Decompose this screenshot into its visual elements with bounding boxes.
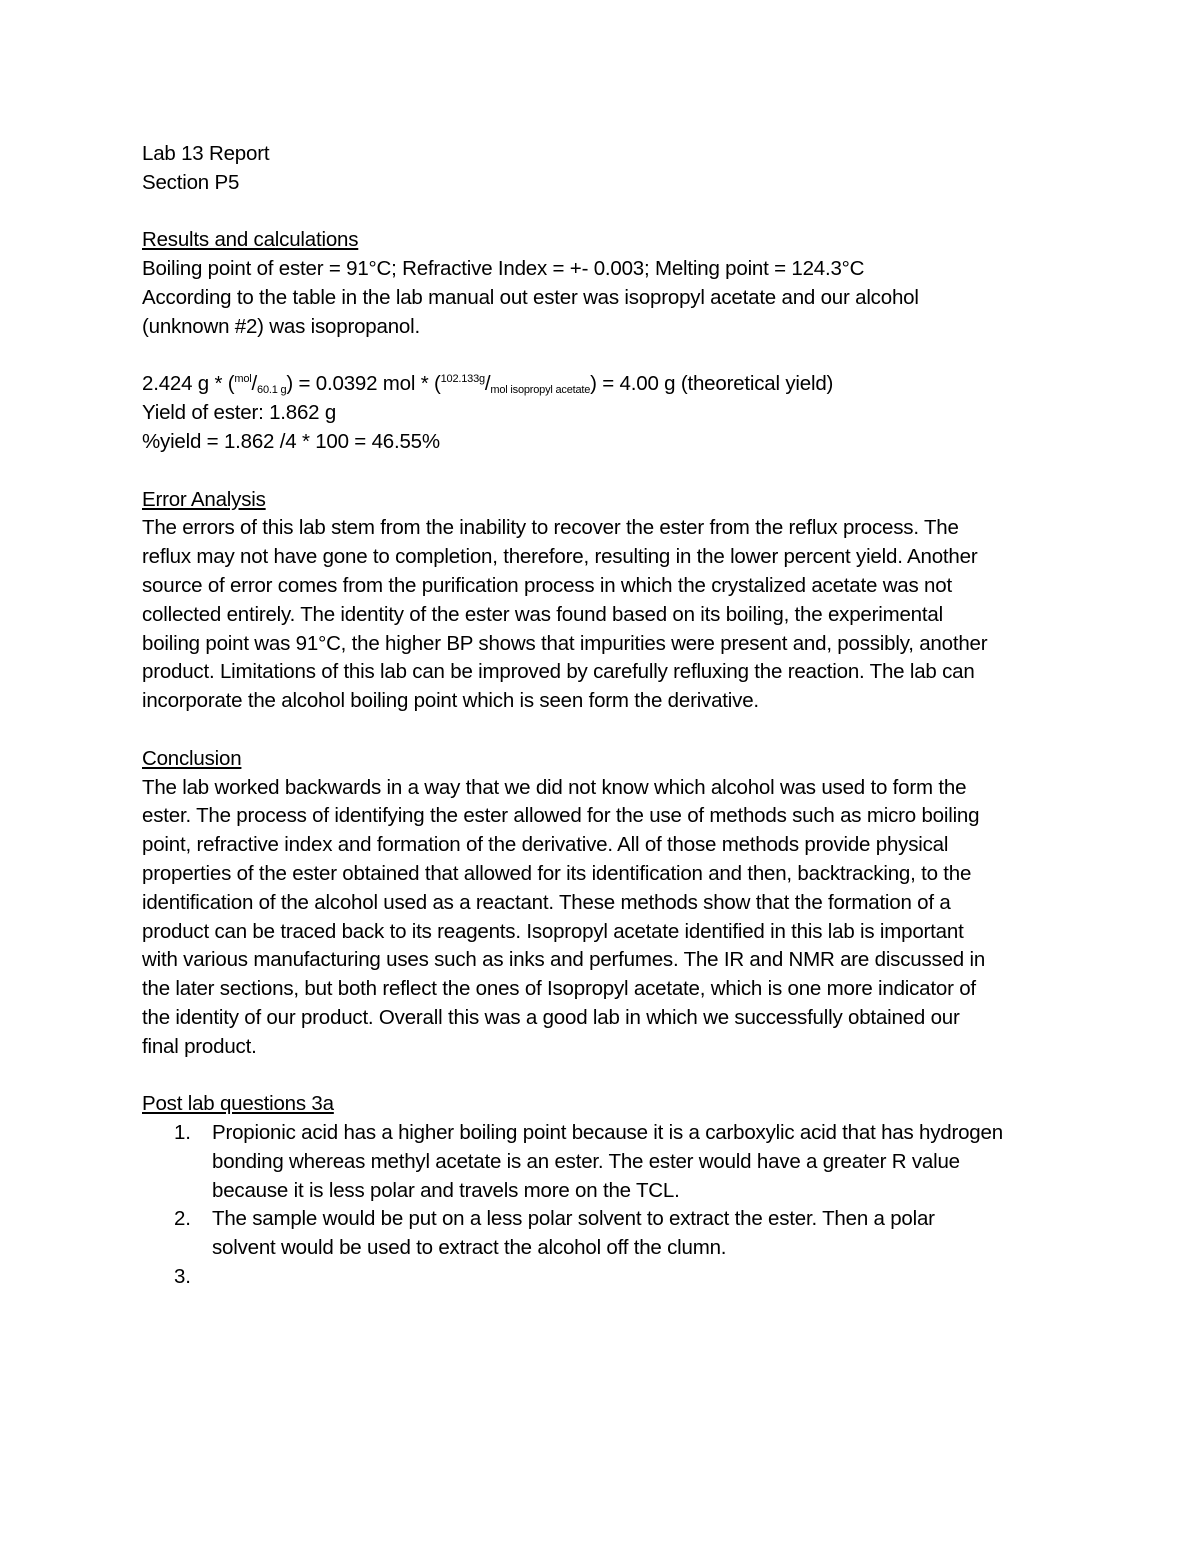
error-line: source of error comes from the purification process in which the crystalized acetate was not <box>142 573 952 597</box>
spacer <box>142 716 1067 745</box>
question-line: bonding whereas methyl acetate is an ester. The ester would have a greater R value <box>212 1149 960 1173</box>
conclusion-heading: Conclusion <box>142 746 242 770</box>
error-line: The errors of this lab stem from the inability to recover the ester from the reflux process. The <box>142 516 959 540</box>
question-item <box>142 1263 1067 1292</box>
document-page <box>142 140 1067 1292</box>
yield-calculation <box>142 370 1067 399</box>
error-line: collected entirely. The identity of the ester was found based on its boiling, the experimental <box>142 602 943 626</box>
calc-sub-molar-mass: 60.1 g <box>257 384 287 397</box>
error-analysis-heading: Error Analysis <box>142 487 266 511</box>
error-line: product. Limitations of this lab can be improved by carefully refluxing the reaction. The lab can <box>142 660 975 684</box>
conclusion-line: final product. <box>142 1034 257 1058</box>
results-line-1: Boiling point of ester = 91°C; Refractive Index = +- 0.003; Melting point = 124.3°C <box>142 257 865 281</box>
error-line: incorporate the alcohol boiling point which is seen form the derivative. <box>142 689 759 713</box>
calc-sup-mol: mol <box>234 373 252 386</box>
calc-start: 2.424 g * ( <box>142 372 235 396</box>
question-line: solvent would be used to extract the alcohol off the clumn. <box>212 1236 727 1260</box>
question-line: because it is less polar and travels more on the TCL. <box>212 1178 680 1202</box>
spacer <box>142 342 1067 371</box>
question-line-empty <box>212 1263 1067 1292</box>
document-title: Lab 13 Report <box>142 142 270 165</box>
results-line-2: According to the table in the lab manual out ester was isopropyl acetate and our alcohol <box>142 285 919 309</box>
spacer <box>142 457 1067 486</box>
conclusion-line: with various manufacturing uses such as inks and perfumes. The IR and NMR are discussed in <box>142 948 986 972</box>
conclusion-line: the later sections, but both reflect the ones of Isopropyl acetate, which is one more indicator of <box>142 977 976 1001</box>
question-item <box>142 1119 1067 1205</box>
error-line: boiling point was 91°C, the higher BP shows that impurities were present and, possibly, another <box>142 631 988 655</box>
error-line: reflux may not have gone to completion, therefore, resulting in the lower percent yield. Another <box>142 545 978 569</box>
calc-end: ) = 4.00 g (theoretical yield) <box>590 372 834 396</box>
question-number: 2. <box>174 1207 191 1231</box>
percent-yield-line: %yield = 1.862 /4 * 100 = 46.55% <box>142 429 440 453</box>
spacer <box>142 198 1067 227</box>
conclusion-line: product can be traced back to its reagents. Isopropyl acetate identified in this lab is important <box>142 919 964 943</box>
conclusion-line: the identity of our product. Overall this was a good lab in which we successfully obtained our <box>142 1005 960 1029</box>
post-lab-questions <box>142 1119 1067 1292</box>
section-label: Section P5 <box>142 170 240 194</box>
calc-mid: ) = 0.0392 mol * ( <box>286 372 441 396</box>
results-line-3: (unknown #2) was isopropanol. <box>142 314 420 338</box>
yield-line: Yield of ester: 1.862 g <box>142 401 337 425</box>
question-item <box>142 1205 1067 1263</box>
conclusion-line: The lab worked backwards in a way that we did not know which alcohol was used to form the <box>142 775 967 799</box>
question-number: 1. <box>174 1121 191 1145</box>
calc-slash: / <box>251 372 258 396</box>
conclusion-line: properties of the ester obtained that allowed for its identification and then, backtracking, to the <box>142 861 972 885</box>
conclusion-line: ester. The process of identifying the ester allowed for the use of methods such as micro boiling <box>142 804 980 828</box>
question-number: 3. <box>174 1265 191 1289</box>
calc-sub-mol-isopropyl-acetate: mol isopropyl acetate <box>490 384 591 397</box>
question-line: The sample would be put on a less polar solvent to extract the ester. Then a polar <box>212 1207 935 1231</box>
conclusion-line: point, refractive index and formation of the derivative. All of those methods provide physical <box>142 833 949 857</box>
calc-slash: / <box>484 372 491 396</box>
post-lab-heading: Post lab questions 3a <box>142 1092 334 1116</box>
spacer <box>142 1062 1067 1091</box>
results-heading: Results and calculations <box>142 228 359 252</box>
conclusion-line: identification of the alcohol used as a reactant. These methods show that the formation of a <box>142 890 951 914</box>
calc-sup-mass: 102.133g <box>440 373 485 386</box>
question-line: Propionic acid has a higher boiling point because it is a carboxylic acid that has hydrogen <box>212 1121 1003 1145</box>
